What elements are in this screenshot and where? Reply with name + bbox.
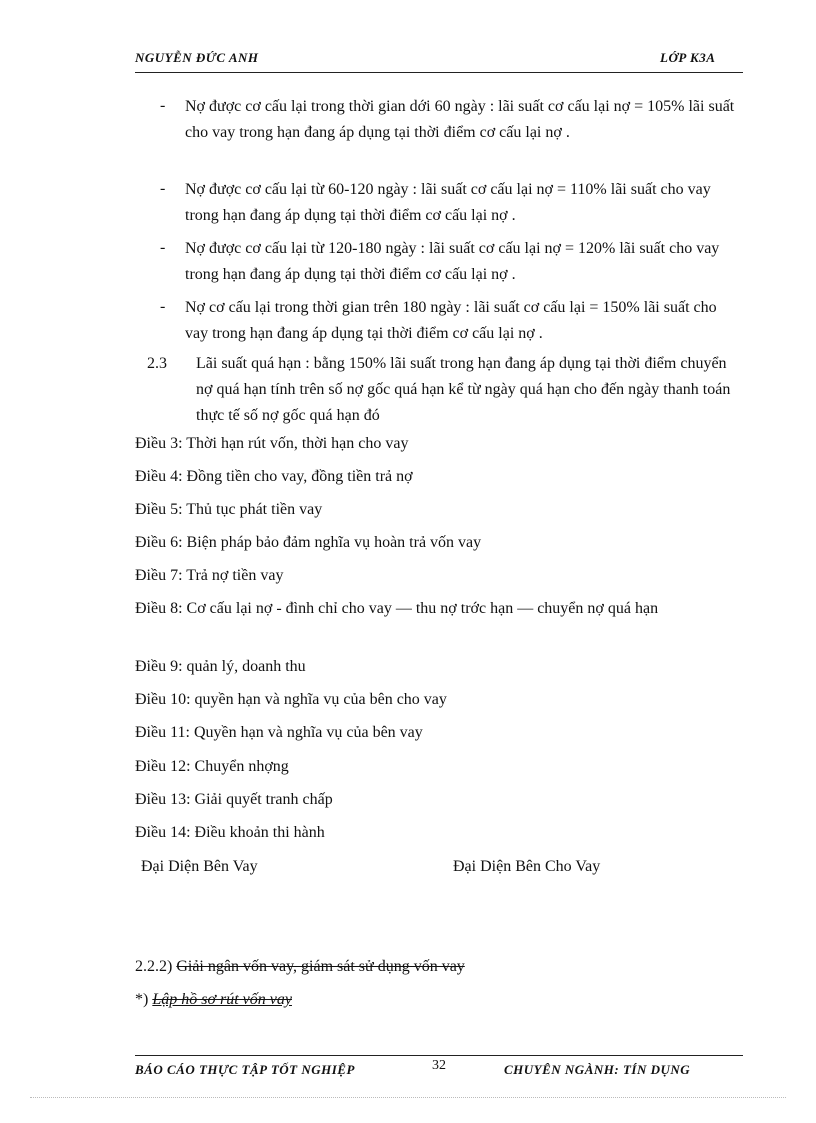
article-item: Điều 8: Cơ cấu lại nợ - đình chỉ cho vay — thu nợ trớc hạn — chuyển nợ quá hạn (135, 600, 659, 617)
bullet-item: Nợ được cơ cấu lại trong thời gian dới 60 ngày : lãi suất cơ cấu lại nợ = 105% lãi suất cho vay trong hạn đang áp dụng tại thời điểm cơ cấu lại nợ . (185, 98, 735, 141)
bullet-marker: - (160, 180, 166, 197)
subsection-title: Lập hồ sơ rút vốn vay (152, 991, 292, 1008)
page-number: 32 (432, 1058, 446, 1073)
bullet-item: Nợ được cơ cấu lại từ 60-120 ngày : lãi suất cơ cấu lại nợ = 110% lãi suất cho vay trong hạn đang áp dụng tại thời điểm cơ cấu lại nợ . (185, 181, 711, 224)
signature-lender: Đại Diện Bên Cho Vay (453, 858, 601, 875)
footer-major: CHUYÊN NGÀNH: TÍN DỤNG (504, 1062, 691, 1077)
article-item: Điều 12: Chuyển nhợng (135, 758, 289, 775)
subsection-marker: *) (135, 991, 149, 1008)
article-item: Điều 13: Giải quyết tranh chấp (135, 791, 333, 808)
article-item: Điều 9: quản lý, doanh thu (135, 658, 306, 675)
section-number: 2.3 (147, 355, 167, 372)
page-edge-dots (30, 1097, 786, 1098)
bullet-marker: - (160, 97, 166, 114)
header-rule (135, 72, 743, 73)
article-item: Điều 14: Điều khoản thi hành (135, 824, 325, 841)
subsection (135, 987, 292, 1013)
article-item: Điều 10: quyền hạn và nghĩa vụ của bên cho vay (135, 691, 447, 708)
section-text: Lãi suất quá hạn : bằng 150% lãi suất trong hạn đang áp dụng tại thời điểm chuyển nợ quá hạn tính trên số nợ gốc quá hạn kể từ ngày quá hạn cho đến ngày thanh toán thực tế số nợ gốc quá hạn đó (196, 355, 731, 424)
footer-report-title: BÁO CÁO THỰC TẬP TỐT NGHIỆP (135, 1062, 355, 1077)
article-item: Điều 4: Đồng tiền cho vay, đồng tiền trả nợ (135, 468, 413, 485)
signature-borrower: Đại Diện Bên Vay (141, 858, 258, 875)
section-2-2-2 (135, 954, 465, 980)
bullet-marker: - (160, 239, 166, 256)
bullet-marker: - (160, 298, 166, 315)
article-item: Điều 7: Trả nợ tiền vay (135, 567, 284, 584)
article-item: Điều 6: Biện pháp bảo đảm nghĩa vụ hoàn trả vốn vay (135, 534, 482, 551)
header-author: NGUYỄN ĐỨC ANH (135, 50, 259, 65)
article-item: Điều 3: Thời hạn rút vốn, thời hạn cho vay (135, 435, 409, 452)
section-number: 2.2.2) (135, 958, 173, 975)
header-class: LỚP K3A (660, 50, 716, 65)
article-item: Điều 11: Quyền hạn và nghĩa vụ của bên vay (135, 724, 423, 741)
bullet-item: Nợ được cơ cấu lại từ 120-180 ngày : lãi suất cơ cấu lại nợ = 120% lãi suất cho vay trong hạn đang áp dụng tại thời điểm cơ cấu lại nợ . (185, 240, 720, 283)
section-title: Giải ngân vốn vay, giám sát sử dụng vốn vay (176, 958, 465, 975)
bullet-item: Nợ cơ cấu lại trong thời gian trên 180 ngày : lãi suất cơ cấu lại = 150% lãi suất cho vay trong hạn đang áp dụng tại thời điểm cơ cấu lại nợ . (185, 299, 717, 342)
article-item: Điều 5: Thủ tục phát tiền vay (135, 501, 323, 518)
footer-rule (135, 1055, 743, 1056)
